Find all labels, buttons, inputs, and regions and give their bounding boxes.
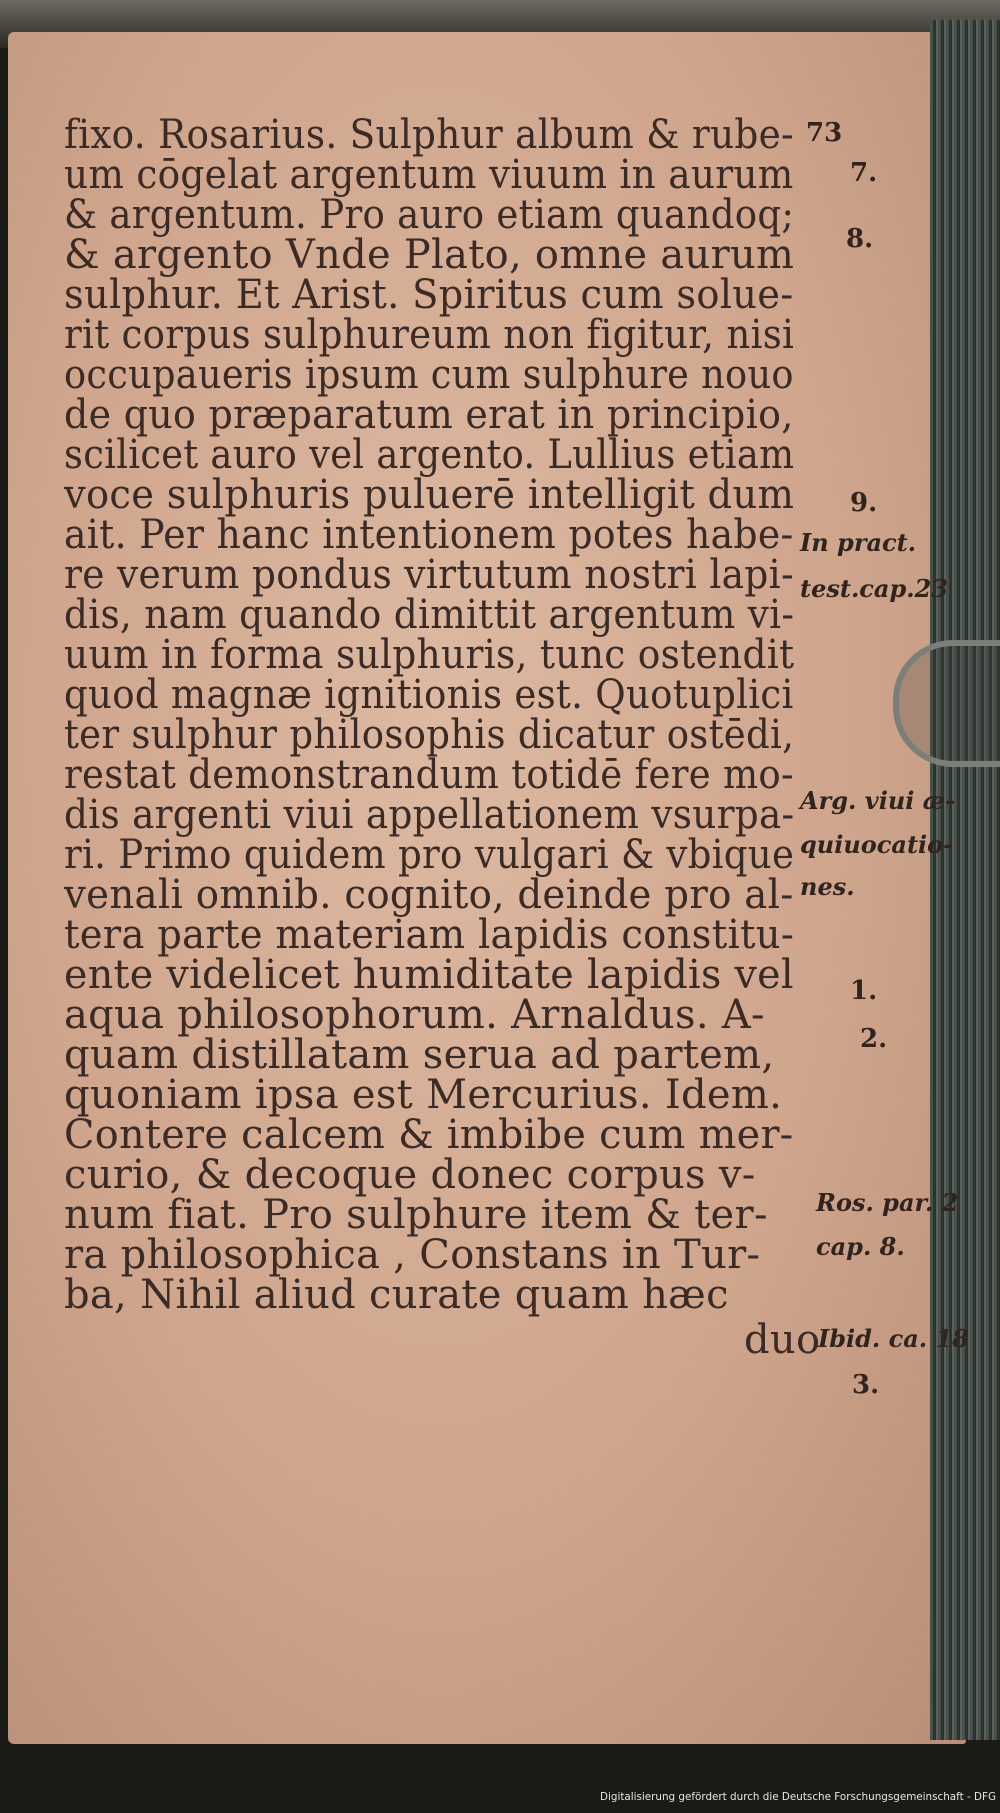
book-clasp — [893, 640, 1000, 767]
text-line: curio, & decoque donec corpus v- — [64, 1152, 756, 1198]
text-line: rit corpus sulphureum non figitur, nisi — [64, 312, 795, 358]
text-line: ba, Nihil aliud curate quam hæc — [64, 1272, 729, 1318]
text-line: aqua philosophorum. Arnaldus. A- — [64, 992, 765, 1038]
text-line: occupaueris ipsum cum sulphure nouo — [64, 352, 794, 398]
text-line: ter sulphur philosophis dicatur ostēdi, — [64, 712, 795, 758]
margin-number: 3. — [852, 1370, 880, 1400]
catchword: duo — [744, 1317, 821, 1363]
page-number: 73 — [806, 118, 843, 148]
text-line: ri. Primo quidem pro vulgari & vbique — [64, 832, 795, 878]
text-line: dis, nam quando dimittit argentum vi- — [64, 592, 795, 638]
margin-note: nes. — [800, 872, 855, 901]
text-line: re verum pondus virtutum nostri lapi- — [64, 552, 794, 598]
text-line: & argentum. Pro auro etiam quandoq; — [64, 192, 795, 238]
margin-number: 1. — [850, 976, 878, 1006]
margin-number: 8. — [846, 224, 874, 254]
text-line: venali omnib. cognito, deinde pro al- — [64, 872, 794, 918]
text-line: restat demonstrandum totidē fere mo- — [64, 752, 794, 798]
margin-note: quiuocatio- — [800, 830, 954, 859]
text-line: tera parte materiam lapidis constitu- — [64, 912, 795, 958]
margin-note: Ros. par. 2 — [816, 1188, 959, 1217]
text-line: dis argenti viui appellationem vsurpa- — [64, 792, 795, 838]
text-line: Contere calcem & imbibe cum mer- — [64, 1112, 794, 1158]
margin-note: Arg. viui æ- — [800, 786, 956, 815]
text-line: voce sulphuris puluerē intelligit dum — [64, 472, 795, 518]
margin-number: 2. — [860, 1024, 888, 1054]
text-line: quod magnæ ignitionis est. Quotuplici — [64, 672, 794, 718]
margin-number: 7. — [850, 158, 878, 188]
margin-note: test.cap.23 — [800, 574, 949, 603]
text-line: um cōgelat argentum viuum in aurum — [64, 152, 794, 198]
margin-note: cap. 8. — [816, 1232, 905, 1261]
page-edges — [930, 20, 1000, 1740]
margin-number: 9. — [850, 488, 878, 518]
text-line: ente videlicet humiditate lapidis vel — [64, 952, 794, 998]
text-line: & argento Vnde Plato, omne aurum — [64, 232, 795, 278]
margin-note: In pract. — [800, 528, 917, 557]
text-line: sulphur. Et Arist. Spiritus cum solue- — [64, 272, 794, 318]
text-line: num fiat. Pro sulphure item & ter- — [64, 1192, 768, 1238]
text-line: ra philosophica , Constans in Tur- — [64, 1232, 761, 1278]
text-line: quoniam ipsa est Mercurius. Idem. — [64, 1072, 783, 1118]
text-line: uum in forma sulphuris, tunc ostendit — [64, 632, 795, 678]
text-line: de quo præparatum erat in principio, — [64, 392, 794, 438]
text-line: fixo. Rosarius. Sulphur album & rube- — [64, 112, 794, 158]
text-line: quam distillatam serua ad partem, — [64, 1032, 775, 1078]
text-line: scilicet auro vel argento. Lullius etiam — [64, 432, 795, 478]
margin-note: Ibid. ca. 18 — [818, 1324, 969, 1353]
text-line: ait. Per hanc intentionem potes habe- — [64, 512, 794, 558]
digitization-credit: Digitalisierung gefördert durch die Deutsche Forschungsgemeinschaft - DFG — [600, 1790, 996, 1803]
